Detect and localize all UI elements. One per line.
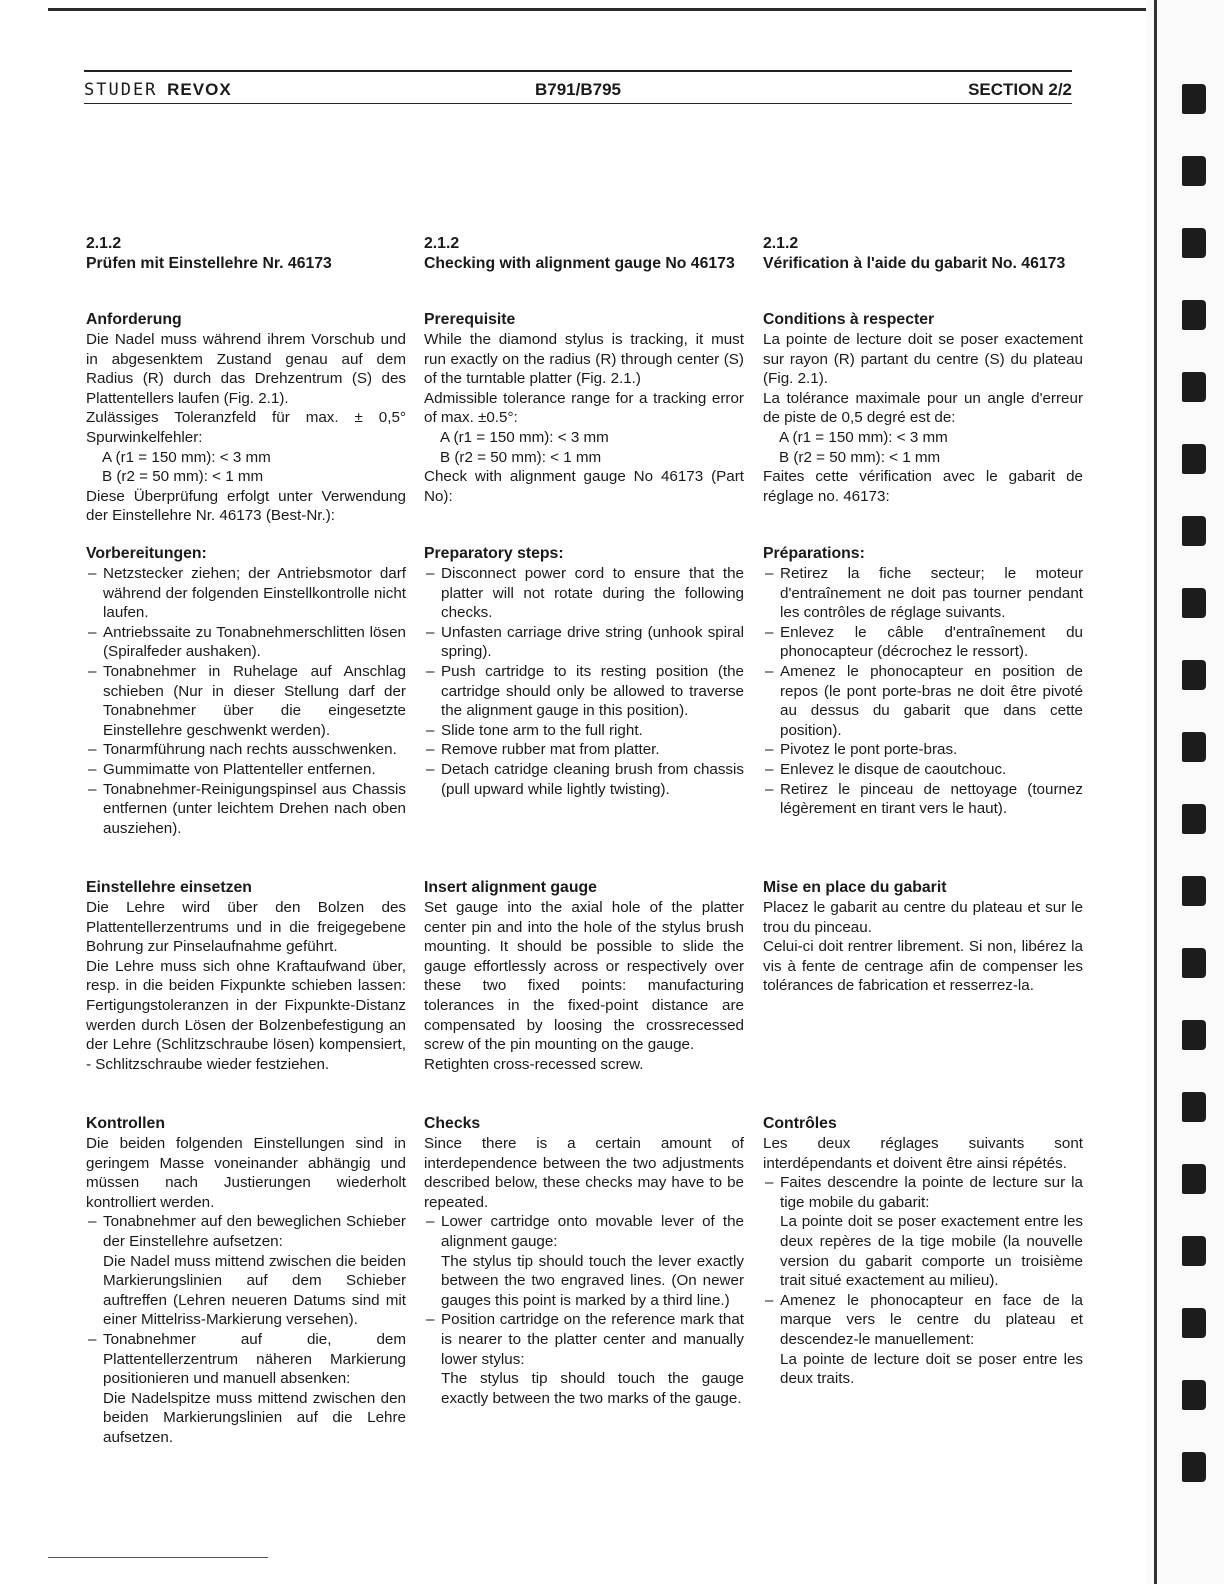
tolerance-text: Zulässiges Toleranzfeld für max. ± 0,5° Spurwinkelfehler: [86, 409, 406, 446]
section-title: Vérification à l'aide du gabarit No. 46173 [763, 255, 1066, 272]
checks-heading: Contrôles [763, 1115, 837, 1132]
binding-hole [1182, 876, 1206, 906]
preparation-block [763, 544, 1083, 819]
list-item-subtext: La pointe de lecture doit se poser entre les deux traits. [780, 1350, 1083, 1388]
binding-hole [1182, 732, 1206, 762]
checks-text: Les deux réglages suivants sont interdépendants et doivent être ainsi répétés. [763, 1135, 1083, 1172]
insert-gauge-text-2: Celui-ci doit rentrer librement. Si non, libérez la vis à fente de centrage afin de compenser les tolérances de fabrication et resserrez-la. [763, 938, 1083, 995]
list-item-text: Tonabnehmer auf den beweglichen Schieber der Einstellehre aufsetzen: [103, 1213, 406, 1250]
gauge-text: Diese Überprüfung erfolgt unter Verwendung der Einstellehre Nr. 46173 (Best-Nr.): [86, 487, 406, 525]
insert-gauge-heading: Einstellehre einsetzen [86, 879, 252, 896]
checks-text: Die beiden folgenden Einstellungen sind in geringem Masse voneinander abhängig und müssen nach Justierungen wiederholt kontrolliert werden. [86, 1135, 406, 1211]
top-rule [48, 8, 1146, 11]
section-number: 2.1.2 [763, 235, 799, 252]
binding-hole [1182, 228, 1206, 258]
binding-hole [1182, 660, 1206, 690]
binding-hole [1182, 588, 1206, 618]
section-title: Checking with alignment gauge No 46173 [424, 255, 735, 272]
list-item: – Tonabnehmer in Ruhelage auf Anschlag schieben (Nur in dieser Stellung darf der Tonabnehmer über die eingesetzte Einstellehre geschwenkt werden). [86, 662, 406, 740]
list-item [763, 1291, 1083, 1389]
preparation-heading: Preparatory steps: [424, 545, 564, 562]
requirements-text: Die Nadel muss während ihrem Vorschub und in abgesenktem Zustand genau auf dem Radius (R) durch das Drehzentrum (S) des Plattentellers laufen (Fig. 2.1). [86, 331, 406, 407]
tolerance-text: La tolérance maximale pour un angle d'erreur de piste de 0,5 degré est de: [763, 389, 1083, 427]
list-item: – Unfasten carriage drive string (unhook spiral spring). [424, 623, 744, 662]
requirements-block [424, 310, 744, 506]
gauge-text: Faites cette vérification avec le gabarit de réglage no. 46173: [763, 468, 1083, 505]
insert-gauge-heading: Insert alignment gauge [424, 879, 597, 896]
tolerance-a: A (r1 = 150 mm): < 3 mm [440, 428, 609, 446]
brand-revox: REVOX [167, 80, 232, 99]
binding-hole [1182, 300, 1206, 330]
binding-hole [1182, 1092, 1206, 1122]
list-item [86, 1330, 406, 1448]
insert-gauge-text: Set gauge into the axial hole of the platter center pin and into the hole of the stylus brush mounting. It should be possible to slide the gauge effortlessly across or respectively over these two fixed points: manufacturing tolerances in the fixed-point distance are compensated by loosing the crossrecessed screw of the pin mounting on the gauge. [424, 899, 744, 1054]
binding-hole [1182, 1452, 1206, 1482]
list-item: – Amenez le phonocapteur en position de repos (le pont porte-bras ne doit être pivoté au dessus du gabarit que dans cette position). [763, 662, 1083, 740]
page-header [84, 70, 1072, 104]
list-item: – Slide tone arm to the full right. [424, 721, 744, 741]
binding-hole [1182, 516, 1206, 546]
requirements-text: While the diamond stylus is tracking, it must run exactly on the radius (R) through center (S) of the turntable platter (Fig. 2.1.) [424, 331, 744, 388]
list-item: – Enlevez le disque de caoutchouc. [763, 760, 1083, 780]
gauge-text: Check with alignment gauge No 46173 (Part No): [424, 468, 744, 505]
insert-gauge-text-2: Die Lehre muss sich ohne Kraftaufwand über, resp. in die beiden Fixpunkte schieben lassen: Fertigungstoleranzen in der Fixpunkte-Distanz werden durch Lösen der Bolzenbefestigung an der Lehre (Schlitzschraube lösen) kompensiert, - Schlitzschraube wieder festziehen. [86, 957, 406, 1073]
binding-hole [1182, 444, 1206, 474]
checks-list [86, 1212, 406, 1447]
preparation-heading: Vorbereitungen: [86, 545, 207, 562]
list-item [424, 1212, 744, 1310]
list-item-text: Amenez le phonocapteur en face de la marque vers le centre du plateau et descendez-le manuellement: [780, 1291, 1083, 1348]
column-english [424, 234, 744, 1407]
list-item-text: Position cartridge on the reference mark that is nearer to the platter center and manually lower stylus: [441, 1311, 744, 1368]
requirements-heading: Conditions à respecter [763, 311, 935, 328]
insert-gauge-text-2: Retighten cross-recessed screw. [424, 1055, 644, 1073]
checks-text: Since there is a certain amount of interdependence between the two adjustments described below, these checks may have to be repeated. [424, 1135, 744, 1211]
requirements-heading: Prerequisite [424, 311, 516, 328]
insert-gauge-block [424, 878, 744, 1074]
insert-gauge-block [763, 878, 1083, 996]
checks-heading: Checks [424, 1115, 481, 1132]
list-item: – Tonarmführung nach rechts ausschwenken. [86, 740, 406, 760]
preparation-list [424, 564, 744, 799]
preparation-block [424, 544, 744, 799]
list-item-subtext: The stylus tip should touch the gauge exactly between the two marks of the gauge. [441, 1370, 744, 1407]
binding-hole [1182, 1020, 1206, 1050]
requirements-block [86, 310, 406, 526]
preparation-heading: Préparations: [763, 545, 865, 562]
list-item-text: Faites descendre la pointe de lecture sur la tige mobile du gabarit: [780, 1174, 1083, 1211]
list-item: – Retirez le pinceau de nettoyage (tournez légèrement en tirant vers le haut). [763, 780, 1083, 819]
binding-hole [1182, 372, 1206, 402]
list-item: – Push cartridge to its resting position (the cartridge should only be allowed to traverse the alignment gauge in this position). [424, 662, 744, 721]
requirements-block [763, 310, 1083, 506]
header-rule-bottom [84, 103, 1072, 104]
insert-gauge-text: Placez le gabarit au centre du plateau et sur le trou du pinceau. [763, 899, 1083, 936]
model-number: B791/B795 [534, 80, 621, 99]
preparation-list [763, 564, 1083, 819]
spiral-binding [1146, 0, 1224, 1584]
list-item [763, 1173, 1083, 1291]
binding-edge [1154, 0, 1157, 1584]
list-item-subtext: La pointe doit se poser exactement entre les deux repères de la tige mobile (la nouvelle version du gabarit comporte un troisième trait situé exactement au milieu). [780, 1213, 1083, 1290]
insert-gauge-text: Die Lehre wird über den Bolzen des Plattentellerzentrums und in die freigegebene Bohrung zur Pinselaufnahme geführt. [86, 899, 406, 956]
list-item: – Pivotez le pont porte-bras. [763, 740, 1083, 760]
binding-hole [1182, 1236, 1206, 1266]
brand-studer: STUDER [84, 80, 158, 100]
checks-block [763, 1114, 1083, 1389]
list-item: – Remove rubber mat from platter. [424, 740, 744, 760]
section-label: SECTION 2/2 [968, 80, 1072, 99]
tolerance-text: Admissible tolerance range for a tracking error of max. ±0.5°: [424, 389, 744, 427]
insert-gauge-block [86, 878, 406, 1074]
binding-hole [1182, 1308, 1206, 1338]
checks-block [86, 1114, 406, 1448]
list-item-text: Lower cartridge onto movable lever of the alignment gauge: [441, 1213, 744, 1250]
list-item-text: Tonabnehmer auf die, dem Plattentellerzentrum näheren Markierung positionieren und manuell absenken: [103, 1330, 406, 1388]
column-french [763, 234, 1083, 1388]
list-item-subtext: Die Nadelspitze muss mittend zwischen den beiden Markierungslinien auf die Lehre aufsetzen. [103, 1389, 406, 1446]
list-item: – Tonabnehmer-Reinigungspinsel aus Chassis entfernen (unter leichtem Drehen nach oben ausziehen). [86, 780, 406, 839]
list-item [86, 1212, 406, 1330]
list-item: – Antriebssaite zu Tonabnehmerschlitten lösen (Spiralfeder aushaken). [86, 623, 406, 662]
section-title: Prüfen mit Einstellehre Nr. 46173 [86, 255, 332, 272]
checks-block [424, 1114, 744, 1408]
tolerance-a: A (r1 = 150 mm): < 3 mm [102, 448, 271, 466]
column-german [86, 234, 406, 1446]
checks-list [424, 1212, 744, 1408]
binding-hole [1182, 804, 1206, 834]
list-item: – Detach catridge cleaning brush from chassis (pull upward while lightly twisting). [424, 760, 744, 799]
requirements-heading: Anforderung [86, 311, 182, 328]
list-item [424, 1310, 744, 1408]
checks-heading: Kontrollen [86, 1115, 165, 1132]
preparation-list [86, 564, 406, 838]
insert-gauge-heading: Mise en place du gabarit [763, 879, 947, 896]
footer-rule [48, 1557, 268, 1558]
preparation-block [86, 544, 406, 838]
section-number: 2.1.2 [86, 235, 122, 252]
header-rule-top [84, 70, 1072, 72]
binding-hole [1182, 948, 1206, 978]
list-item: – Retirez la fiche secteur; le moteur d'entraînement ne doit pas tourner pendant les contrôles de réglage suivants. [763, 564, 1083, 623]
list-item-subtext: Die Nadel muss mittend zwischen die beiden Markierungslinien auf dem Schieber auftreffen (Lehren neueren Datums sind mit einer Mittelriss-Markierung versehen). [103, 1252, 406, 1329]
list-item: – Gummimatte von Plattenteller entfernen. [86, 760, 406, 780]
requirements-text: La pointe de lecture doit se poser exactement sur rayon (R) partant du centre (S) du plateau (Fig. 2.1). [763, 331, 1083, 388]
tolerance-a: A (r1 = 150 mm): < 3 mm [779, 428, 948, 446]
tolerance-b: B (r2 = 50 mm): < 1 mm [779, 448, 941, 466]
list-item: – Netzstecker ziehen; der Antriebsmotor darf während der folgenden Einstellkontrolle nicht laufen. [86, 564, 406, 623]
binding-hole [1182, 1380, 1206, 1410]
list-item: – Enlevez le câble d'entraînement du phonocapteur (décrochez le ressort). [763, 623, 1083, 662]
list-item: – Disconnect power cord to ensure that the platter will not rotate during the following checks. [424, 564, 744, 623]
section-number: 2.1.2 [424, 235, 460, 252]
list-item-subtext: The stylus tip should touch the lever exactly between the two engraved lines. (On newer gauges this point is marked by a third line.) [441, 1252, 744, 1309]
tolerance-b: B (r2 = 50 mm): < 1 mm [102, 468, 264, 486]
tolerance-b: B (r2 = 50 mm): < 1 mm [440, 448, 602, 466]
checks-list [763, 1173, 1083, 1389]
binding-hole [1182, 1164, 1206, 1194]
binding-hole [1182, 156, 1206, 186]
binding-hole [1182, 84, 1206, 114]
